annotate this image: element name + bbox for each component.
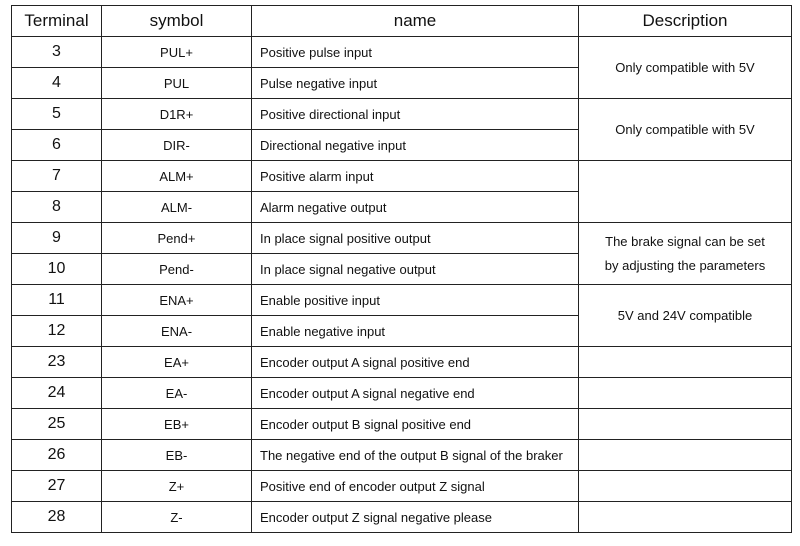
header-symbol: symbol <box>102 6 252 37</box>
description-empty <box>579 347 792 378</box>
description-empty <box>579 378 792 409</box>
name-cell: Encoder output A signal positive end <box>252 347 579 378</box>
description-empty <box>579 440 792 471</box>
name-cell: Pulse negative input <box>252 68 579 99</box>
symbol-cell: ENA+ <box>102 285 252 316</box>
terminal-cell: 6 <box>12 130 102 161</box>
symbol-cell: ALM- <box>102 192 252 223</box>
description-ena: 5V and 24V compatible <box>579 285 792 347</box>
terminal-cell: 12 <box>12 316 102 347</box>
terminal-cell: 9 <box>12 223 102 254</box>
name-cell: Encoder output B signal positive end <box>252 409 579 440</box>
terminal-cell: 27 <box>12 471 102 502</box>
terminal-cell: 28 <box>12 502 102 533</box>
symbol-cell: PUL <box>102 68 252 99</box>
description-pend <box>579 223 792 285</box>
symbol-cell: Pend- <box>102 254 252 285</box>
name-cell: In place signal negative output <box>252 254 579 285</box>
symbol-cell: EA- <box>102 378 252 409</box>
terminal-cell: 24 <box>12 378 102 409</box>
terminal-cell: 4 <box>12 68 102 99</box>
name-cell: Positive end of encoder output Z signal <box>252 471 579 502</box>
symbol-cell: ALM+ <box>102 161 252 192</box>
name-cell: The negative end of the output B signal of the braker <box>252 440 579 471</box>
table-row <box>12 347 792 378</box>
table-row <box>12 471 792 502</box>
name-cell: Alarm negative output <box>252 192 579 223</box>
header-terminal: Terminal <box>12 6 102 37</box>
table-row <box>12 161 792 192</box>
symbol-cell: Pend+ <box>102 223 252 254</box>
table-row <box>12 409 792 440</box>
name-cell: Positive directional input <box>252 99 579 130</box>
terminal-cell: 8 <box>12 192 102 223</box>
name-cell: Encoder output A signal negative end <box>252 378 579 409</box>
symbol-cell: D1R+ <box>102 99 252 130</box>
terminal-cell: 26 <box>12 440 102 471</box>
description-empty <box>579 471 792 502</box>
description-pend-line1: The brake signal can be set <box>605 233 765 249</box>
terminal-cell: 23 <box>12 347 102 378</box>
terminal-cell: 3 <box>12 37 102 68</box>
name-cell: Directional negative input <box>252 130 579 161</box>
table-row <box>12 378 792 409</box>
name-cell: Enable negative input <box>252 316 579 347</box>
name-cell: Enable positive input <box>252 285 579 316</box>
name-cell: Encoder output Z signal negative please <box>252 502 579 533</box>
name-cell: Positive pulse input <box>252 37 579 68</box>
table-row <box>12 285 792 316</box>
description-empty <box>579 502 792 533</box>
symbol-cell: ENA- <box>102 316 252 347</box>
terminal-cell: 10 <box>12 254 102 285</box>
description-empty <box>579 409 792 440</box>
table-row <box>12 502 792 533</box>
symbol-cell: EB+ <box>102 409 252 440</box>
symbol-cell: PUL+ <box>102 37 252 68</box>
header-description: Description <box>579 6 792 37</box>
symbol-cell: EA+ <box>102 347 252 378</box>
description-alm <box>579 161 792 223</box>
name-cell: Positive alarm input <box>252 161 579 192</box>
terminal-cell: 7 <box>12 161 102 192</box>
table-row <box>12 440 792 471</box>
terminal-cell: 5 <box>12 99 102 130</box>
table-row <box>12 37 792 68</box>
table-row <box>12 223 792 254</box>
terminal-cell: 11 <box>12 285 102 316</box>
symbol-cell: Z+ <box>102 471 252 502</box>
description-pend-line2: by adjusting the parameters <box>604 257 766 273</box>
name-cell: In place signal positive output <box>252 223 579 254</box>
symbol-cell: EB- <box>102 440 252 471</box>
terminal-table <box>11 5 792 533</box>
symbol-cell: Z- <box>102 502 252 533</box>
table-row <box>12 99 792 130</box>
header-row <box>12 6 792 37</box>
description-dir: Only compatible with 5V <box>579 99 792 161</box>
header-name: name <box>252 6 579 37</box>
symbol-cell: DIR- <box>102 130 252 161</box>
terminal-cell: 25 <box>12 409 102 440</box>
description-pul: Only compatible with 5V <box>579 37 792 99</box>
